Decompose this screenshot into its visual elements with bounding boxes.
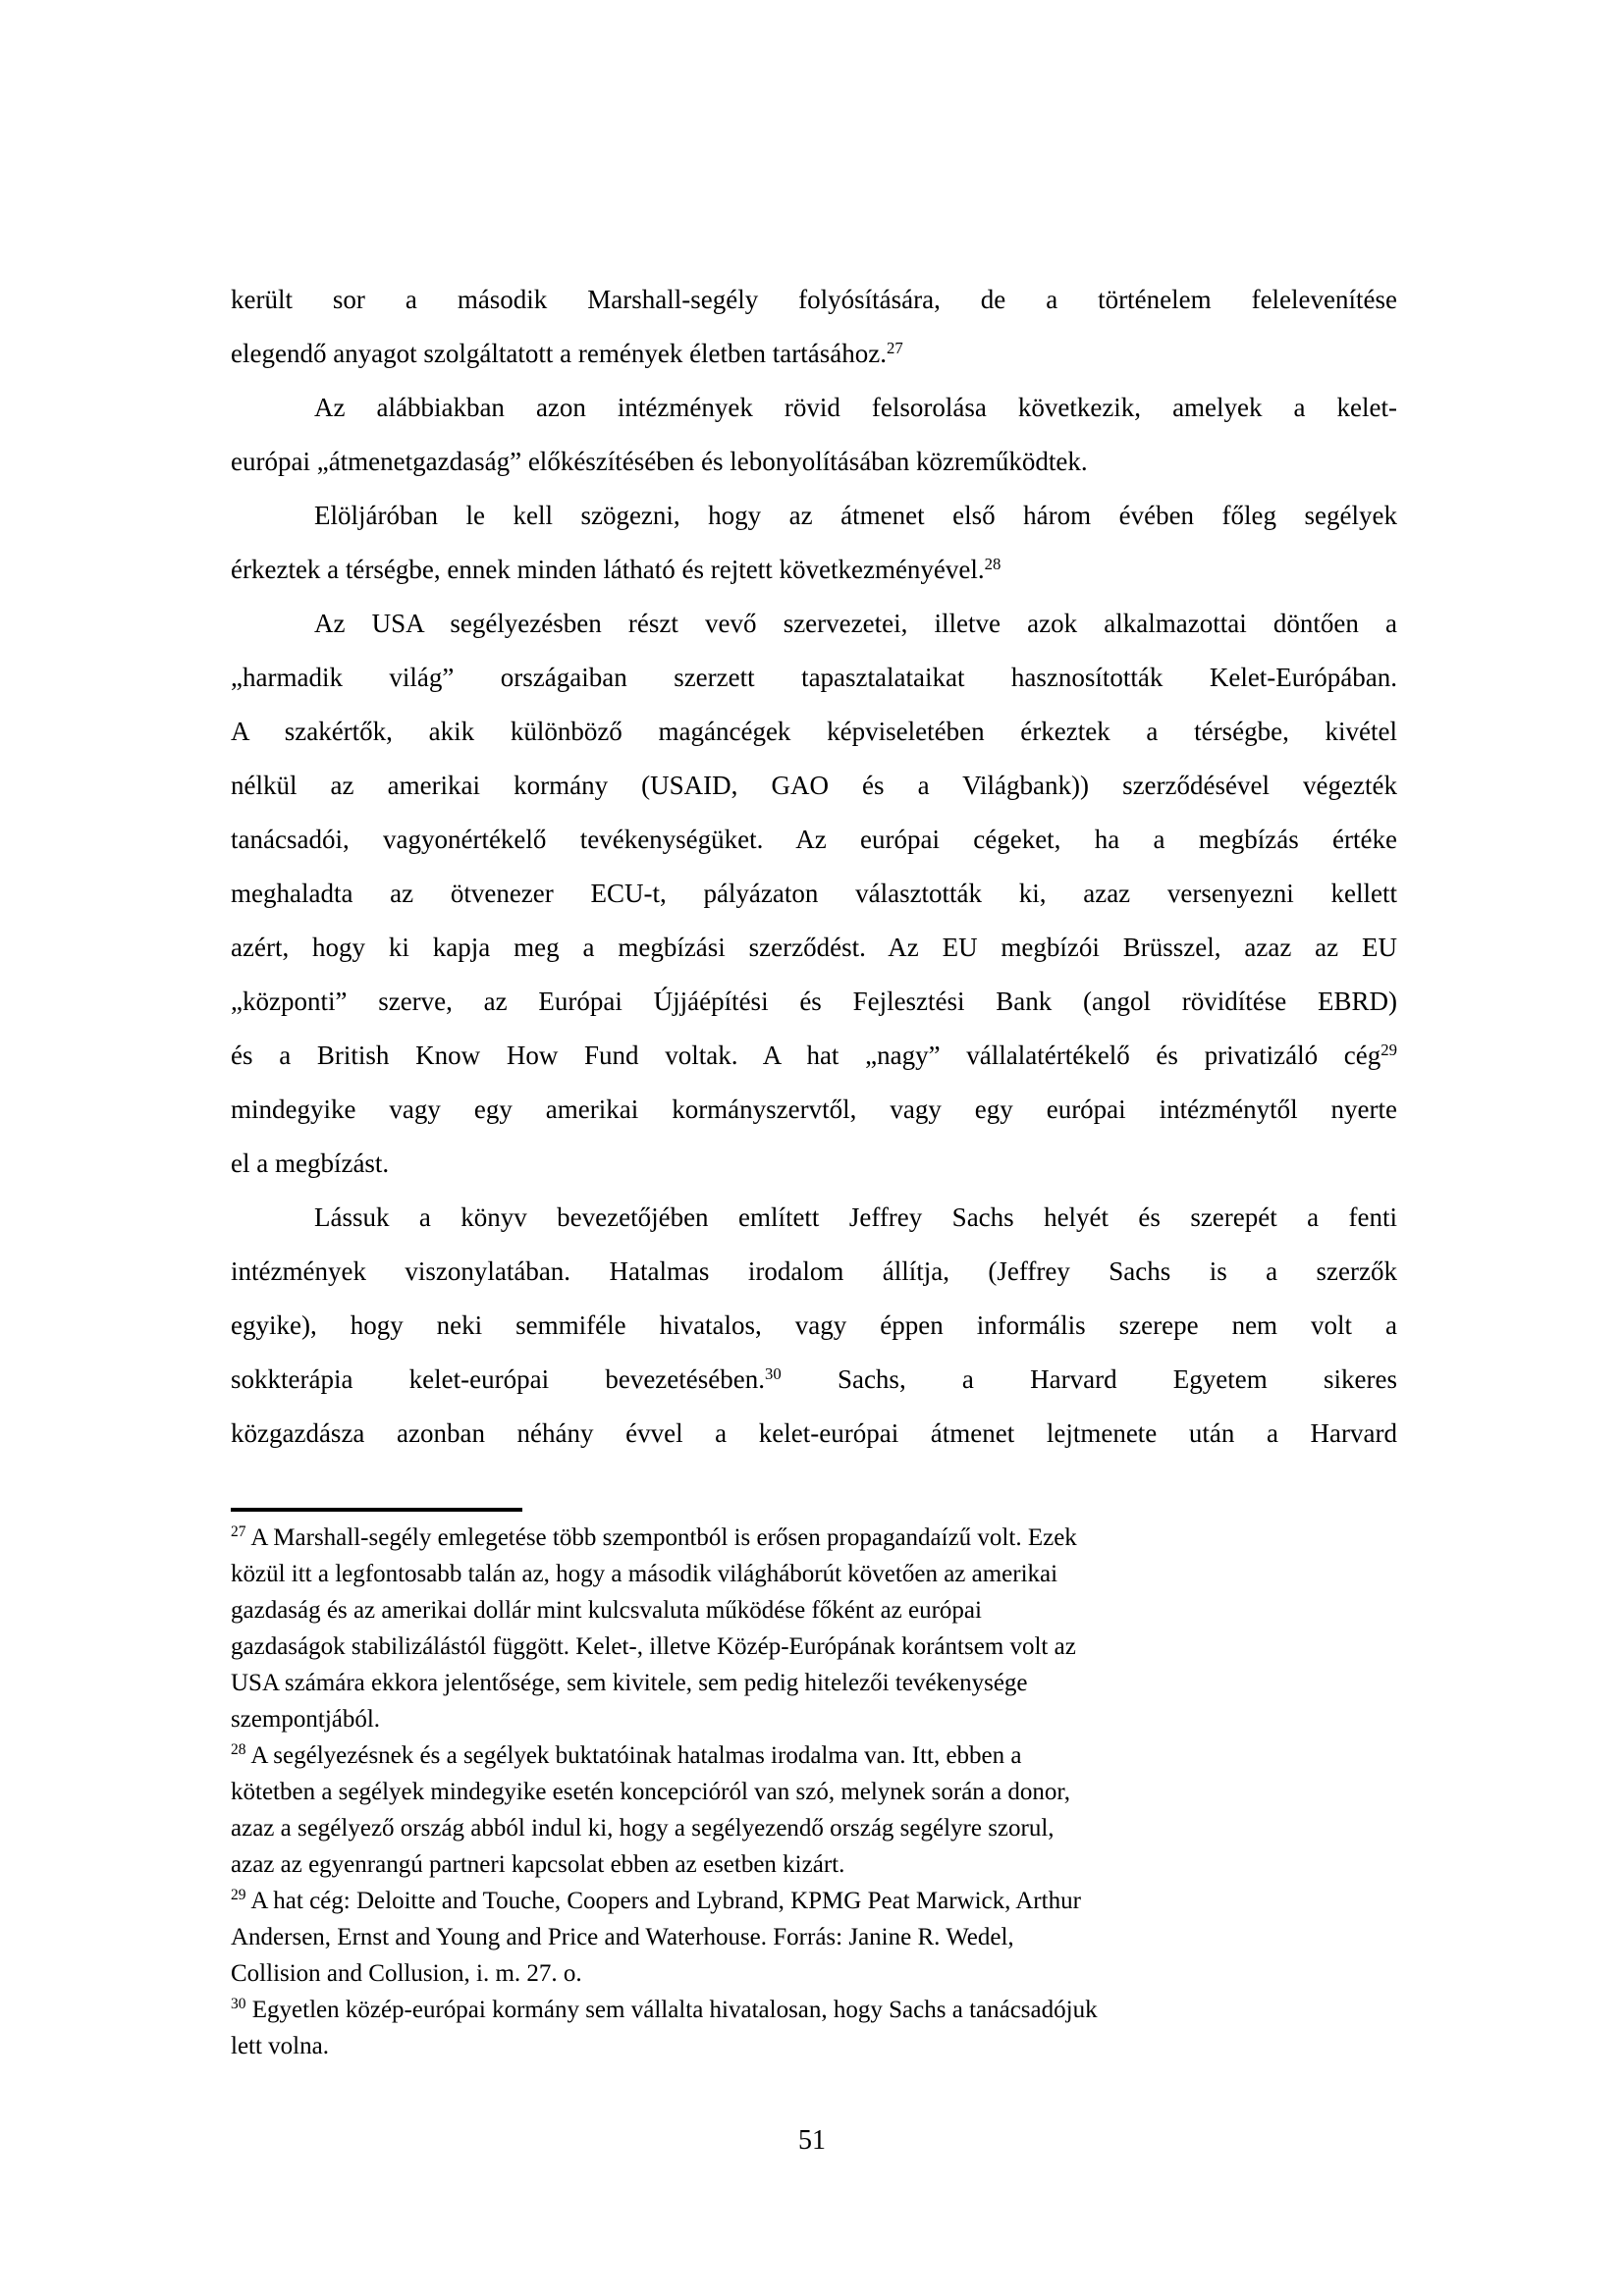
footnote-line xyxy=(231,1955,1453,1992)
footnote-line xyxy=(231,1992,1453,2028)
text-run: A hat cég: Deloitte and Touche, Coopers and Lybrand, KPMG Peat Marwick, Arthur xyxy=(245,1888,1081,1914)
footnote-line xyxy=(231,1556,1453,1592)
text-run: mindegyike vagy egy amerikai kormányszervtől, vagy egy európai intézménytől nyerte xyxy=(231,1095,1397,1124)
text-run: Egyetlen közép-európai kormány sem vállalta hivatalosan, hogy Sachs a tanácsadójuk xyxy=(245,1997,1098,2023)
page-number: 51 xyxy=(798,2125,826,2156)
text-run: szempontjából. xyxy=(231,1706,381,1733)
text-run: A segélyezésnek és a segélyek buktatóinak hatalmas irodalma van. Itt, ebben a xyxy=(245,1742,1022,1769)
text-run: Sachs, a Harvard Egyetem sikeres xyxy=(781,1364,1397,1394)
footnote-ref: 28 xyxy=(984,554,1001,573)
body-line xyxy=(231,543,1397,597)
footnote xyxy=(231,1520,1453,1737)
body-text xyxy=(231,273,1397,1461)
body-line xyxy=(231,1353,1397,1407)
footnote-marker: 28 xyxy=(231,1741,246,1759)
text-run: el a megbízást. xyxy=(231,1148,390,1178)
footnote-ref: 27 xyxy=(886,338,903,357)
text-run: meghaladta az ötvenezer ECU-t, pályázaton választották ki, azaz versenyezni kellett xyxy=(231,879,1397,908)
text-run: európai „átmenetgazdaság” előkészítésében és lebonyolításában közreműködtek. xyxy=(231,447,1088,476)
footnote-line xyxy=(231,2028,1453,2064)
footnote xyxy=(231,1883,1453,1992)
body-line xyxy=(231,651,1397,705)
text-run: intézmények viszonylatában. Hatalmas irodalom állítja, (Jeffrey Sachs is a szerzők xyxy=(231,1256,1397,1286)
footnote-line xyxy=(231,1629,1453,1665)
footnotes-section xyxy=(231,1520,1453,2064)
text-run: A Marshall-segély emlegetése több szempontból is erősen propagandaízű volt. Ezek xyxy=(245,1524,1077,1551)
footnote-marker: 27 xyxy=(231,1523,246,1541)
text-run: Collision and Collusion, i. m. 27. o. xyxy=(231,1960,582,1987)
body-line xyxy=(231,1191,1397,1245)
text-run: került sor a második Marshall-segély folyósítására, de a történelem felelevenítése xyxy=(231,285,1397,314)
footnote-line xyxy=(231,1774,1453,1810)
footnote-marker: 29 xyxy=(231,1887,246,1904)
text-run: egyike), hogy neki semmiféle hivatalos, vagy éppen informális szerepe nem volt a xyxy=(231,1310,1397,1340)
text-run: azért, hogy ki kapja meg a megbízási szerződést. Az EU megbízói Brüsszel, azaz az EU xyxy=(231,933,1397,962)
body-line xyxy=(231,759,1397,813)
body-line xyxy=(231,1407,1397,1461)
body-line xyxy=(231,975,1397,1029)
footnote xyxy=(231,1992,1453,2064)
footnote-line xyxy=(231,1737,1453,1774)
text-run: lett volna. xyxy=(231,2033,329,2059)
footnote-separator xyxy=(231,1508,522,1512)
footnote-line xyxy=(231,1701,1453,1737)
body-line xyxy=(231,381,1397,435)
text-run: sokkterápia kelet-európai bevezetésében. xyxy=(231,1364,765,1394)
text-run: USA számára ekkora jelentősége, sem kivitele, sem pedig hitelezői tevékenysége xyxy=(231,1670,1028,1696)
body-line xyxy=(231,273,1397,327)
footnote-line xyxy=(231,1520,1453,1556)
text-run: nélkül az amerikai kormány (USAID, GAO és a Világbank)) szerződésével végezték xyxy=(231,771,1397,800)
text-run: gazdaság és az amerikai dollár mint kulcsvaluta működése főként az európai xyxy=(231,1597,982,1624)
text-run: tanácsadói, vagyonértékelő tevékenységüket. Az európai cégeket, ha a megbízás értéke xyxy=(231,825,1397,854)
text-run: Az USA segélyezésben részt vevő szervezetei, illetve azok alkalmazottai döntően a xyxy=(314,609,1397,638)
text-run: „központi” szerve, az Európai Újjáépítési és Fejlesztési Bank (angol rövidítése EBRD) xyxy=(231,987,1397,1016)
text-run: Andersen, Ernst and Young and Price and Waterhouse. Forrás: Janine R. Wedel, xyxy=(231,1924,1014,1950)
text-run: elegendő anyagot szolgáltatott a remények életben tartásához. xyxy=(231,339,887,368)
text-run: Lássuk a könyv bevezetőjében említett Jeffrey Sachs helyét és szerepét a fenti xyxy=(314,1202,1397,1232)
text-run: Az alábbiakban azon intézmények rövid felsorolása következik, amelyek a kelet- xyxy=(314,393,1397,422)
body-line xyxy=(231,867,1397,921)
footnote-line xyxy=(231,1592,1453,1629)
body-line xyxy=(231,1245,1397,1299)
body-line xyxy=(231,435,1397,489)
footnote-line xyxy=(231,1919,1453,1955)
body-line xyxy=(231,1299,1397,1353)
body-line xyxy=(231,489,1397,543)
body-line xyxy=(231,1029,1397,1083)
body-line xyxy=(231,705,1397,759)
text-run: közül itt a legfontosabb talán az, hogy a második világháborút követően az amerikai xyxy=(231,1561,1058,1587)
text-run: „harmadik világ” országaiban szerzett tapasztalataikat hasznosították Kelet-Európában. xyxy=(231,663,1397,692)
body-line xyxy=(231,1137,1397,1191)
footnote-line xyxy=(231,1883,1453,1919)
text-run: közgazdásza azonban néhány évvel a kelet-európai átmenet lejtmenete után a Harvard xyxy=(231,1418,1397,1448)
footnote-ref: 30 xyxy=(764,1363,782,1383)
text-run: azaz az egyenrangú partneri kapcsolat ebben az esetben kizárt. xyxy=(231,1851,845,1878)
body-line xyxy=(231,921,1397,975)
text-run: Elöljáróban le kell szögezni, hogy az átmenet első három évében főleg segélyek xyxy=(314,501,1397,530)
text-run: kötetben a segélyek mindegyike esetén koncepcióról van szó, melynek során a donor, xyxy=(231,1779,1070,1805)
footnote-line xyxy=(231,1665,1453,1701)
footnote-ref: 29 xyxy=(1380,1040,1397,1059)
footnote-line xyxy=(231,1810,1453,1846)
text-run: azaz a segélyező ország abból indul ki, hogy a segélyezendő ország segélyre szorul, xyxy=(231,1815,1055,1842)
footnote-marker: 30 xyxy=(231,1996,246,2013)
text-run: és a British Know How Fund voltak. A hat „nagy” vállalatértékelő és privatizáló cég xyxy=(231,1041,1381,1070)
body-line xyxy=(231,1083,1397,1137)
text-run: érkeztek a térségbe, ennek minden látható és rejtett következményével. xyxy=(231,555,985,584)
body-line xyxy=(231,813,1397,867)
footnote xyxy=(231,1737,1453,1883)
body-line xyxy=(231,597,1397,651)
text-run: gazdaságok stabilizálástól függött. Kelet-, illetve Közép-Európának korántsem volt az xyxy=(231,1633,1076,1660)
body-line xyxy=(231,327,1397,381)
footnote-line xyxy=(231,1846,1453,1883)
text-run: A szakértők, akik különböző magáncégek képviseletében érkeztek a térségbe, kivétel xyxy=(231,717,1397,746)
